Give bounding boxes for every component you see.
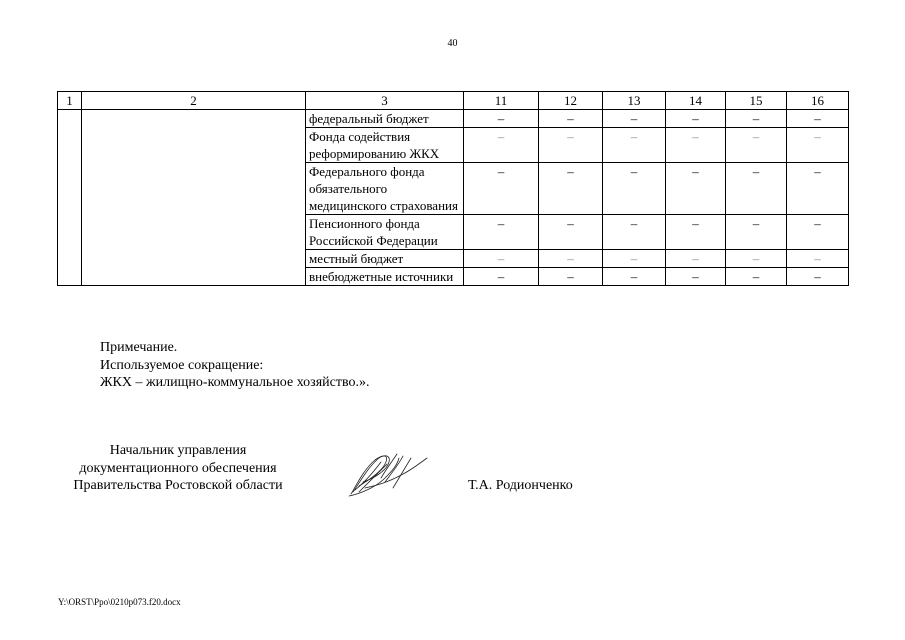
signatory-position bbox=[58, 442, 298, 495]
position-line: документационного обеспечения bbox=[79, 460, 277, 476]
value-cell: – bbox=[787, 250, 849, 268]
value-cell: – bbox=[603, 128, 666, 163]
value-cell: – bbox=[539, 128, 603, 163]
funding-source-cell: внебюджетные источники bbox=[306, 268, 464, 286]
column-header: 16 bbox=[787, 92, 849, 110]
page-number: 40 bbox=[447, 38, 458, 49]
value-cell: – bbox=[726, 163, 787, 215]
value-cell: – bbox=[464, 268, 539, 286]
value-cell: – bbox=[539, 250, 603, 268]
table-header-row bbox=[58, 92, 849, 110]
value-cell: – bbox=[464, 128, 539, 163]
value-cell: – bbox=[464, 215, 539, 250]
value-cell: – bbox=[787, 110, 849, 128]
value-cell: – bbox=[539, 215, 603, 250]
column-header: 1 bbox=[58, 92, 82, 110]
merged-cell-col1 bbox=[58, 110, 82, 286]
column-header: 3 bbox=[306, 92, 464, 110]
signer-name: Т.А. Родионченко bbox=[468, 478, 573, 493]
value-cell: – bbox=[666, 268, 726, 286]
column-header: 12 bbox=[539, 92, 603, 110]
funding-source-cell: Пенсионного фонда Российской Федерации bbox=[306, 215, 464, 250]
value-cell: – bbox=[603, 110, 666, 128]
value-cell: – bbox=[603, 215, 666, 250]
position-line: Правительства Ростовской области bbox=[73, 478, 283, 493]
merged-cell-col2 bbox=[82, 110, 306, 286]
note-line: ЖКХ – жилищно-коммунальное хозяйство.». bbox=[100, 375, 370, 390]
position-line: Начальник управления bbox=[109, 443, 247, 458]
note-line: Используемое сокращение: bbox=[100, 357, 264, 373]
note-block bbox=[100, 339, 369, 392]
value-cell: – bbox=[603, 268, 666, 286]
value-cell: – bbox=[726, 128, 787, 163]
value-cell: – bbox=[726, 250, 787, 268]
value-cell: – bbox=[539, 163, 603, 215]
value-cell: – bbox=[787, 215, 849, 250]
table-row bbox=[58, 110, 849, 128]
value-cell: – bbox=[787, 268, 849, 286]
value-cell: – bbox=[666, 163, 726, 215]
value-cell: – bbox=[666, 110, 726, 128]
value-cell: – bbox=[787, 163, 849, 215]
column-header: 13 bbox=[603, 92, 666, 110]
value-cell: – bbox=[603, 250, 666, 268]
value-cell: – bbox=[726, 110, 787, 128]
value-cell: – bbox=[464, 110, 539, 128]
funding-source-cell: Фонда содействия реформированию ЖКХ bbox=[306, 128, 464, 163]
value-cell: – bbox=[539, 110, 603, 128]
column-header: 14 bbox=[666, 92, 726, 110]
column-header: 15 bbox=[726, 92, 787, 110]
funding-source-cell: Федерального фонда обязательного медицинского страхования bbox=[306, 163, 464, 215]
column-header: 2 bbox=[82, 92, 306, 110]
note-title: Примечание. bbox=[100, 340, 178, 355]
value-cell: – bbox=[726, 268, 787, 286]
value-cell: – bbox=[539, 268, 603, 286]
value-cell: – bbox=[787, 128, 849, 163]
value-cell: – bbox=[464, 250, 539, 268]
value-cell: – bbox=[603, 163, 666, 215]
value-cell: – bbox=[666, 215, 726, 250]
value-cell: – bbox=[666, 250, 726, 268]
value-cell: – bbox=[726, 215, 787, 250]
signature-image bbox=[345, 448, 430, 500]
value-cell: – bbox=[666, 128, 726, 163]
file-path: Y:\ORST\Ppo\0210p073.f20.docx bbox=[58, 597, 181, 607]
funding-source-cell: федеральный бюджет bbox=[306, 110, 464, 128]
value-cell: – bbox=[464, 163, 539, 215]
financing-table bbox=[57, 91, 849, 286]
funding-source-cell: местный бюджет bbox=[306, 250, 464, 268]
column-header: 11 bbox=[464, 92, 539, 110]
